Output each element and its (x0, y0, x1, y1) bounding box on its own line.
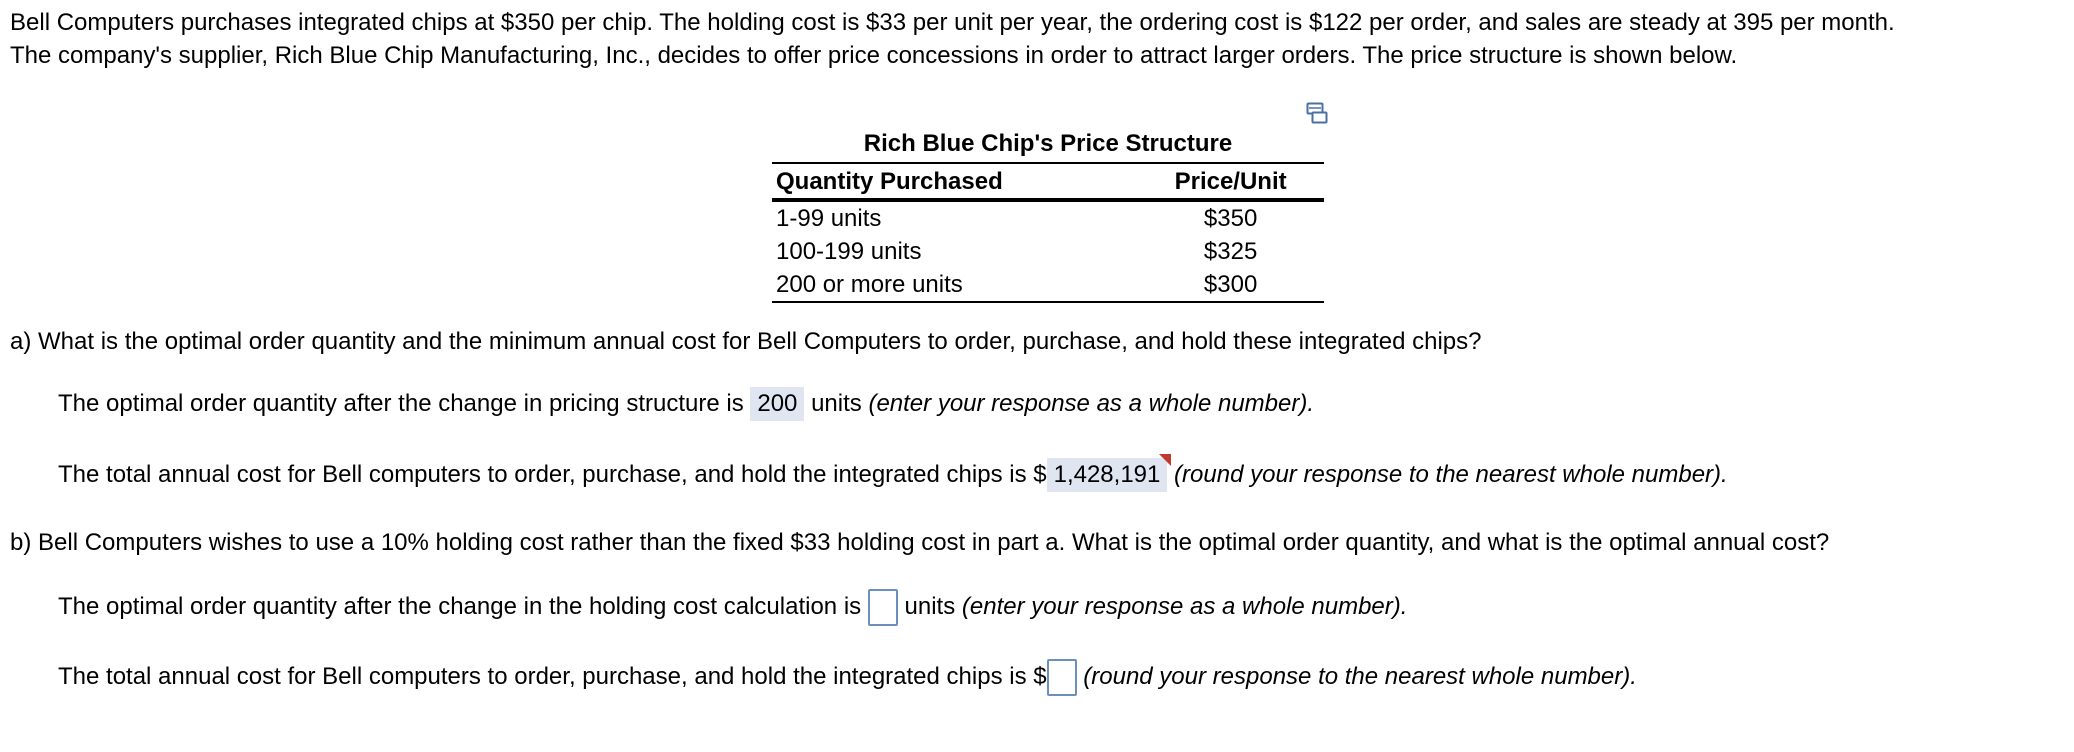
part-a-cost-hint: (round your response to the nearest whole number). (1174, 461, 1728, 488)
part-b-cost-prefix: The total annual cost for Bell computers to order, purchase, and hold the integrated chips is $ (58, 662, 1047, 690)
table-header-row (772, 163, 1324, 200)
intro-line-1: Bell Computers purchases integrated chips at $350 per chip. The holding cost is $33 per unit per year, the ordering cost is $122 per order, and sales are steady at 395 per month. (10, 9, 1895, 36)
problem-statement (10, 6, 2070, 72)
part-b-quantity-prefix: The optimal order quantity after the change in the holding cost calculation is (58, 592, 862, 620)
part-b-quantity-input[interactable] (868, 589, 898, 626)
part-a-question: a) What is the optimal order quantity and the minimum annual cost for Bell Computers to order, purchase, and hold these integrated chips? (10, 328, 1482, 355)
table-caption: Rich Blue Chip's Price Structure (863, 130, 1233, 157)
part-b-cost-hint: (round your response to the nearest whole number). (1083, 662, 1637, 690)
part-a-quantity-line (58, 387, 1314, 421)
part-b-cost-line (58, 659, 1637, 696)
row-price: $325 (1203, 238, 1258, 265)
header-quantity: Quantity Purchased (772, 163, 1137, 200)
row-price: $300 (1137, 268, 1324, 302)
part-a-cost-prefix: The total annual cost for Bell computers to order, purchase, and hold the integrated chips is $ (58, 461, 1047, 488)
part-b-quantity-suffix: units (904, 592, 956, 620)
table-row (772, 268, 1324, 302)
copy-table-icon[interactable] (1306, 102, 1328, 124)
row-quantity: 1-99 units (776, 205, 882, 232)
row-quantity: 200 or more units (772, 268, 1137, 302)
part-a-quantity-answer[interactable]: 200 (750, 387, 804, 421)
part-b-quantity-line (58, 589, 1407, 626)
part-b-question: b) Bell Computers wishes to use a 10% holding cost rather than the fixed $33 holding cost in part a. What is the optimal order quantity, and what is the optimal annual cost? (10, 529, 1830, 556)
table-row (772, 200, 1324, 235)
part-a-quantity-hint: (enter your response as a whole number). (868, 390, 1315, 417)
header-price: Price/Unit (1137, 163, 1324, 200)
part-a-quantity-prefix: The optimal order quantity after the change in pricing structure is (58, 390, 744, 417)
intro-line-2: The company's supplier, Rich Blue Chip Manufacturing, Inc., decides to offer price concessions in order to attract larger orders. The price structure is shown below. (10, 42, 1738, 69)
price-structure-table (772, 127, 1324, 303)
row-price: $350 (1203, 205, 1258, 232)
part-a-cost-answer[interactable]: 1,428,191 (1047, 458, 1168, 492)
part-b-cost-input[interactable] (1047, 659, 1077, 696)
part-a-quantity-suffix: units (811, 390, 862, 417)
part-a-cost-line (58, 458, 1728, 492)
part-b-quantity-hint: (enter your response as a whole number). (961, 592, 1408, 620)
row-quantity: 100-199 units (776, 238, 922, 265)
table-row (772, 235, 1324, 268)
